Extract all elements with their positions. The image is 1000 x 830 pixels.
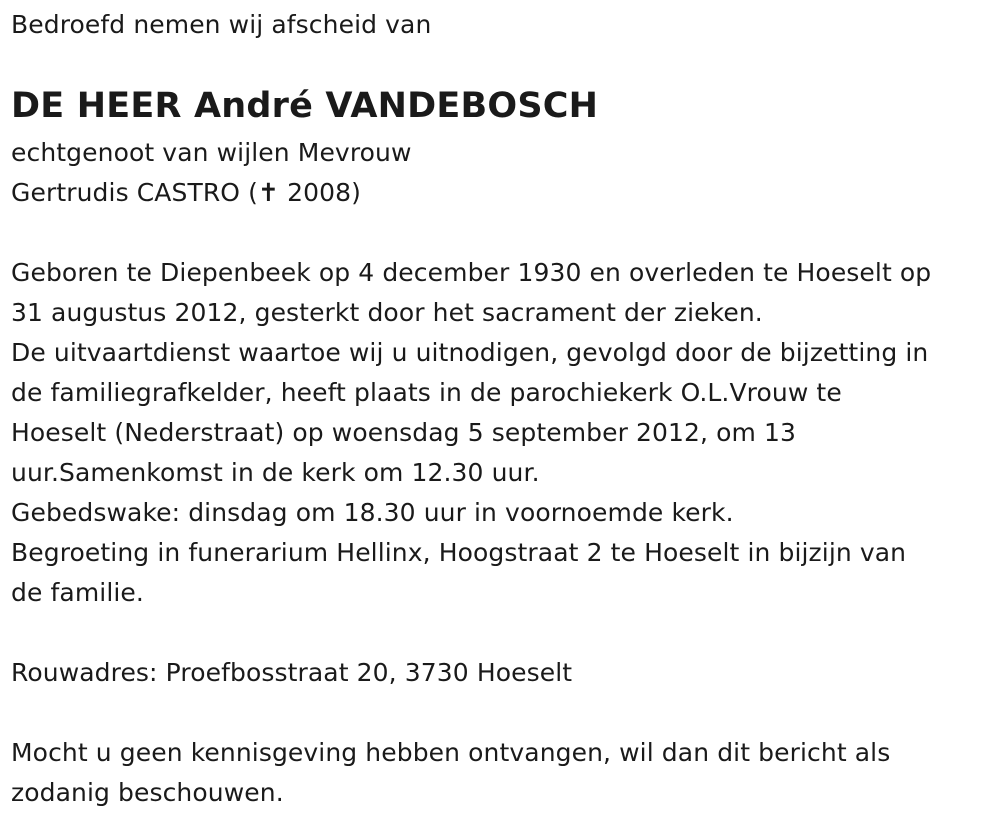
body-line: de familiegrafkelder, heeft plaats in de parochiekerk O.L.Vrouw te [11, 378, 842, 407]
intro-text: Bedroefd nemen wij afscheid van [11, 10, 432, 39]
body-line: Hoeselt (Nederstraat) op woensdag 5 september 2012, om 13 [11, 418, 797, 447]
spouse-line-1: echtgenoot van wijlen Mevrouw [11, 138, 412, 167]
body-line: Gebedswake: dinsdag om 18.30 uur in voornoemde kerk. [11, 498, 734, 527]
body-line: Begroeting in funerarium Hellinx, Hoogstraat 2 te Hoeselt in bijzijn van [11, 538, 907, 567]
notice-line-2: zodanig beschouwen. [11, 778, 284, 807]
spouse-info [11, 133, 412, 213]
notice-text [11, 733, 890, 813]
body-line: Geboren te Diepenbeek op 4 december 1930 en overleden te Hoeselt op [11, 258, 932, 287]
body-line: 31 augustus 2012, gesterkt door het sacrament der zieken. [11, 298, 763, 327]
body-line: De uitvaartdienst waartoe wij u uitnodigen, gevolgd door de bijzetting in [11, 338, 929, 367]
body-line: uur.Samenkomst in de kerk om 12.30 uur. [11, 458, 540, 487]
funeral-details [11, 253, 931, 613]
deceased-name: DE HEER André VANDEBOSCH [11, 86, 599, 126]
body-line: de familie. [11, 578, 144, 607]
mourning-address: Rouwadres: Proefbosstraat 20, 3730 Hoeselt [11, 658, 573, 687]
notice-line-1: Mocht u geen kennisgeving hebben ontvangen, wil dan dit bericht als [11, 738, 891, 767]
spouse-line-2: Gertrudis CASTRO (✝ 2008) [11, 178, 361, 207]
